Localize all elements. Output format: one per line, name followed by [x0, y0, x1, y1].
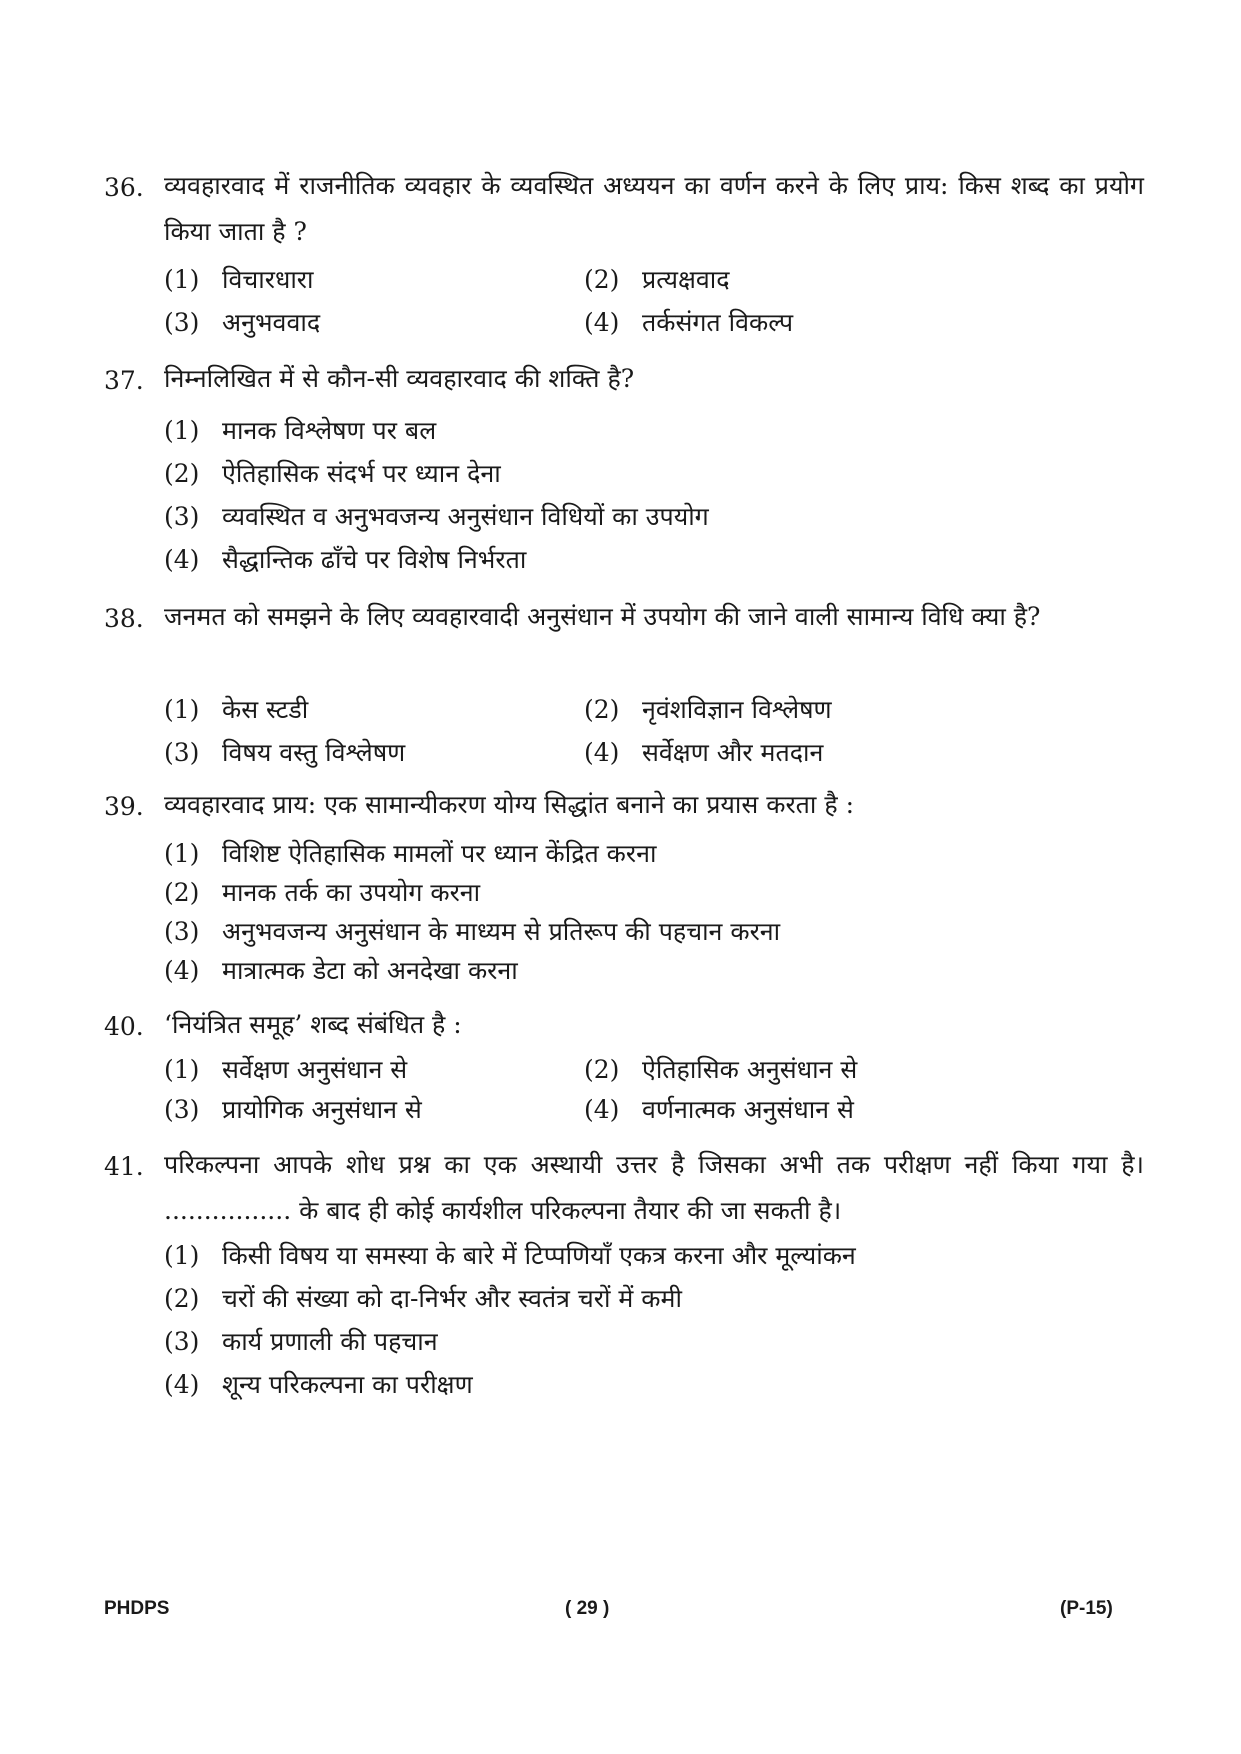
option-4: (4) शून्य परिकल्पना का परीक्षण — [164, 1370, 473, 1399]
question-text: परिकल्पना आपके शोध प्रश्न का एक अस्थायी उत्तर है जिसका अभी तक परीक्षण नहीं किया गया है। ................ के बाद ही कोई कार्यशील परिकल्पना तैयार की जा सकती है। — [164, 1150, 1144, 1225]
option-1: (1) विशिष्ट ऐतिहासिक मामलों पर ध्यान केंद्रित करना — [164, 839, 657, 868]
option-2: (2) नृवंशविज्ञान विश्लेषण — [584, 695, 832, 724]
question-number: 39. — [104, 792, 144, 821]
question-text: निम्नलिखित में से कौन-सी व्यवहारवाद की शक्ति है? — [164, 364, 635, 393]
option-2: (2) मानक तर्क का उपयोग करना — [164, 878, 481, 907]
question-text: व्यवहारवाद प्राय: एक सामान्यीकरण योग्य सिद्धांत बनाने का प्रयास करता है : — [164, 790, 854, 819]
question-text: व्यवहारवाद में राजनीतिक व्यवहार के व्यवस्थित अध्ययन का वर्णन करने के लिए प्राय: किस शब्द का प्रयोग किया जाता है ? — [164, 171, 1144, 246]
footer-paper-code: (P-15) — [1060, 1598, 1113, 1619]
option-1: (1) मानक विश्लेषण पर बल — [164, 416, 437, 445]
option-4: (4) मात्रात्मक डेटा को अनदेखा करना — [164, 956, 518, 985]
question-text: ‘नियंत्रित समूह’ शब्द संबंधित है : — [164, 1010, 462, 1039]
option-4: (4) तर्कसंगत विकल्प — [584, 308, 794, 337]
footer-page-number: ( 29 ) — [565, 1598, 610, 1619]
option-2: (2) ऐतिहासिक अनुसंधान से — [584, 1055, 858, 1084]
option-3: (3) प्रायोगिक अनुसंधान से — [164, 1095, 422, 1124]
option-3: (3) व्यवस्थित व अनुभवजन्य अनुसंधान विधियों का उपयोग — [164, 502, 709, 531]
option-1: (1) किसी विषय या समस्या के बारे में टिप्पणियाँ एकत्र करना और मूल्यांकन — [164, 1241, 856, 1270]
option-1: (1) केस स्टडी — [164, 695, 309, 724]
option-3: (3) अनुभवजन्य अनुसंधान के माध्यम से प्रतिरूप की पहचान करना — [164, 917, 781, 946]
question-number: 38. — [104, 604, 144, 633]
question-number: 37. — [104, 366, 144, 395]
question-text: जनमत को समझने के लिए व्यवहारवादी अनुसंधान में उपयोग की जाने वाली सामान्य विधि क्या है? — [164, 602, 1041, 631]
option-1: (1) विचारधारा — [164, 265, 314, 294]
option-4: (4) वर्णनात्मक अनुसंधान से — [584, 1095, 854, 1124]
option-3: (3) अनुभववाद — [164, 308, 321, 337]
option-4: (4) सैद्धान्तिक ढाँचे पर विशेष निर्भरता — [164, 545, 527, 574]
option-2: (2) ऐतिहासिक संदर्भ पर ध्यान देना — [164, 459, 501, 488]
option-3: (3) विषय वस्तु विश्लेषण — [164, 738, 406, 767]
question-number: 40. — [104, 1012, 144, 1041]
option-3: (3) कार्य प्रणाली की पहचान — [164, 1327, 438, 1356]
option-4: (4) सर्वेक्षण और मतदान — [584, 738, 824, 767]
footer-course-code: PHDPS — [104, 1598, 170, 1619]
option-2: (2) चरों की संख्या को दा-निर्भर और स्वतंत्र चरों में कमी — [164, 1284, 682, 1313]
question-number: 36. — [104, 173, 144, 202]
option-1: (1) सर्वेक्षण अनुसंधान से — [164, 1055, 408, 1084]
question-number: 41. — [104, 1152, 144, 1181]
option-2: (2) प्रत्यक्षवाद — [584, 265, 730, 294]
